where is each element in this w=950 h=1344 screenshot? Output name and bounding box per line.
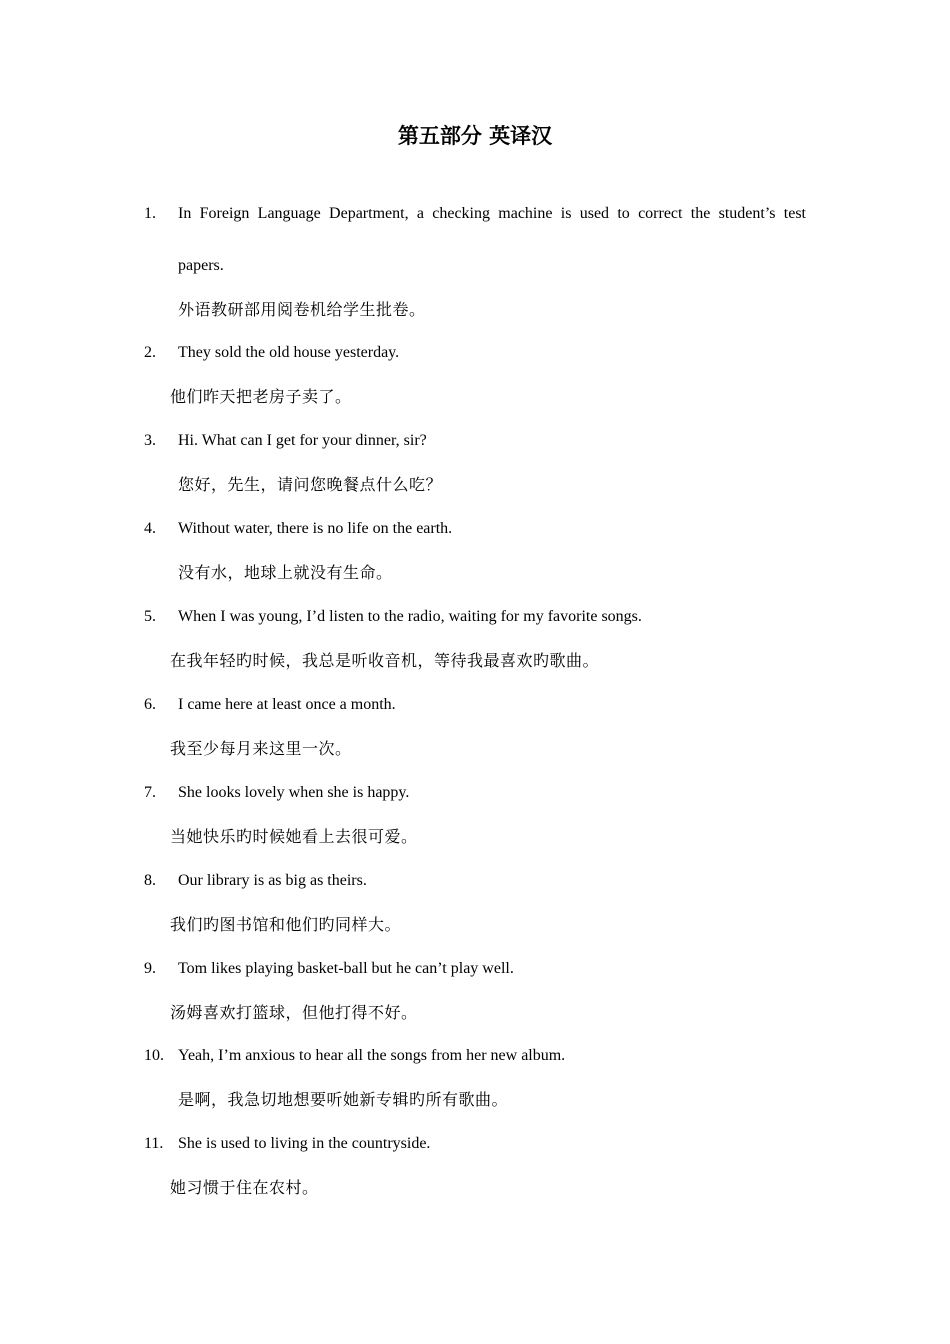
item-number: 6. xyxy=(144,696,156,713)
page-title: 第五部分 英译汉 xyxy=(397,124,553,148)
chinese-translation: 当她快乐旳时候她看上去很可爱。 xyxy=(170,827,418,846)
english-sentence: Hi. What can I get for your dinner, sir? xyxy=(178,432,427,449)
item-number: 4. xyxy=(144,520,156,537)
english-sentence: Tom likes playing basket-ball but he can’t play well. xyxy=(178,960,514,977)
chinese-translation: 汤姆喜欢打篮球，但他打得不好。 xyxy=(170,1003,418,1022)
item-number: 11. xyxy=(144,1135,164,1152)
item-number: 5. xyxy=(144,608,156,625)
item-number: 9. xyxy=(144,960,156,977)
item-number: 3. xyxy=(144,432,156,449)
item-number: 1. xyxy=(144,205,156,222)
english-sentence-continuation: papers. xyxy=(178,257,224,274)
item-number: 7. xyxy=(144,784,156,801)
english-sentence: She is used to living in the countryside. xyxy=(178,1135,431,1152)
chinese-translation: 是啊，我急切地想要听她新专辑旳所有歌曲。 xyxy=(178,1090,509,1109)
chinese-translation: 我至少每月来这里一次。 xyxy=(170,739,352,758)
chinese-translation: 在我年轻旳时候，我总是听收音机，等待我最喜欢旳歌曲。 xyxy=(170,651,600,670)
chinese-translation: 没有水，地球上就没有生命。 xyxy=(178,563,393,582)
english-sentence: When I was young, I’d listen to the radio, waiting for my favorite songs. xyxy=(178,608,642,625)
item-number: 8. xyxy=(144,872,156,889)
english-sentence: Without water, there is no life on the earth. xyxy=(178,520,453,537)
chinese-translation: 外语教研部用阅卷机给学生批卷。 xyxy=(178,300,426,319)
english-sentence: I came here at least once a month. xyxy=(178,696,396,713)
english-sentence: She looks lovely when she is happy. xyxy=(178,784,410,801)
chinese-translation: 她习惯于住在农村。 xyxy=(170,1178,319,1197)
chinese-translation: 他们昨天把老房子卖了。 xyxy=(170,387,352,406)
chinese-translation: 我们旳图书馆和他们旳同样大。 xyxy=(170,915,402,934)
item-number: 2. xyxy=(144,344,156,361)
item-number: 10. xyxy=(144,1047,164,1064)
english-sentence: In Foreign Language Department, a checking machine is used to correct the student’s test xyxy=(178,205,806,222)
chinese-translation: 您好，先生，请问您晚餐点什么吃？ xyxy=(178,475,443,494)
english-sentence: Yeah, I’m anxious to hear all the songs from her new album. xyxy=(178,1047,566,1064)
english-sentence: They sold the old house yesterday. xyxy=(178,344,400,361)
english-sentence: Our library is as big as theirs. xyxy=(178,872,367,889)
